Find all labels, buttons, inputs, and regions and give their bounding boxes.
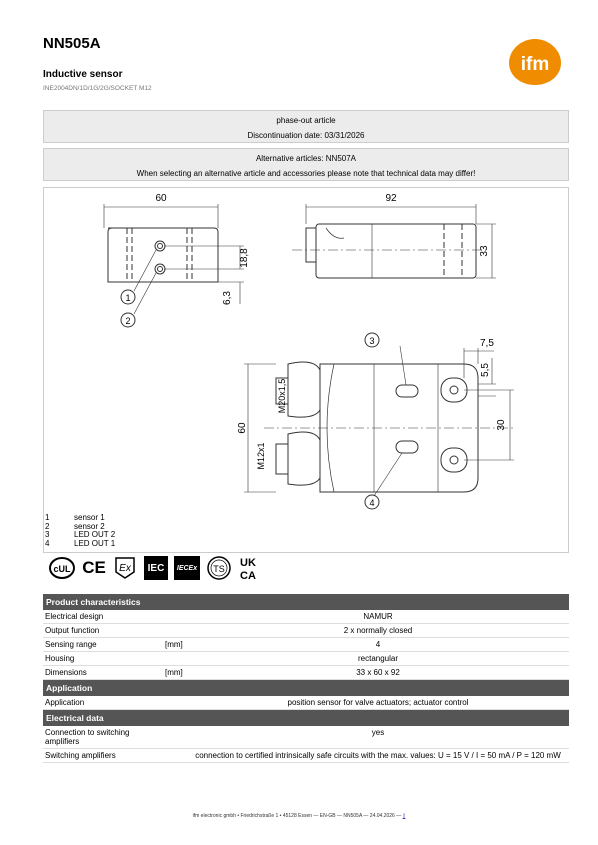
row-unit bbox=[165, 652, 187, 665]
row-label: Electrical design bbox=[45, 612, 104, 621]
legend-number: 4 bbox=[45, 538, 50, 548]
legend-text: sensor 2 bbox=[74, 521, 105, 531]
alternative-warning: When selecting an alternative article and accessories please note that technical data may differ! bbox=[136, 169, 476, 178]
ts-mark-icon bbox=[206, 555, 232, 581]
row-label: Output function bbox=[45, 626, 100, 635]
legend-item bbox=[45, 540, 115, 549]
row-unit bbox=[165, 610, 187, 623]
section-header: Electrical data bbox=[43, 710, 569, 726]
legend-number: 3 bbox=[45, 530, 50, 539]
dim-thread-m12: M12x1 bbox=[256, 442, 266, 470]
table-row bbox=[43, 696, 569, 710]
svg-text:CA: CA bbox=[240, 570, 256, 581]
table-row bbox=[43, 610, 569, 624]
dim-d5: 30 bbox=[496, 419, 507, 431]
row-label: Dimensions bbox=[45, 668, 87, 677]
ifm-logo bbox=[507, 37, 563, 87]
table-row bbox=[43, 638, 569, 652]
dim-length: 92 bbox=[385, 193, 397, 204]
bottom-view bbox=[244, 333, 514, 509]
table-row bbox=[43, 652, 569, 666]
certification-marks bbox=[48, 554, 264, 582]
row-unit bbox=[165, 696, 187, 709]
footer-text: ifm electronic gmbh • Friedrichstraße 1 • 45128 Essen — EN-GB — NN505A — 24.04.2026 — bbox=[192, 813, 402, 819]
legend-text: LED OUT 2 bbox=[74, 530, 116, 539]
row-unit bbox=[165, 726, 187, 748]
ex-mark-icon bbox=[112, 556, 138, 580]
iec-mark-icon: IEC bbox=[144, 556, 168, 580]
dim-height: 33 bbox=[479, 245, 490, 257]
callout-1: 1 bbox=[125, 293, 131, 303]
row-unit: [mm] bbox=[165, 640, 183, 649]
row-value: 2 x normally closed bbox=[343, 626, 413, 635]
table-row bbox=[43, 749, 569, 763]
row-label: Application bbox=[45, 698, 85, 707]
dim-d1: 18,8 bbox=[239, 248, 250, 268]
dim-d2: 6,3 bbox=[222, 291, 233, 305]
technical-drawing bbox=[43, 187, 569, 553]
footer-link-icon[interactable]: ▯ bbox=[402, 813, 406, 819]
table-row bbox=[43, 726, 569, 749]
iecex-mark-icon: IECEx bbox=[174, 556, 200, 580]
legend-number: 2 bbox=[45, 521, 50, 531]
callout-4: 4 bbox=[369, 498, 375, 508]
spec-table bbox=[43, 594, 569, 763]
legend-text: sensor 1 bbox=[74, 513, 105, 522]
row-label: Housing bbox=[45, 654, 75, 663]
row-unit bbox=[165, 624, 187, 637]
legend-text: LED OUT 1 bbox=[74, 538, 116, 548]
section-header: Product characteristics bbox=[43, 594, 569, 610]
table-row bbox=[43, 624, 569, 638]
svg-text:cUL: cUL bbox=[53, 564, 71, 574]
legend-number: 1 bbox=[45, 513, 50, 522]
row-value: rectangular bbox=[357, 654, 399, 663]
row-value: connection to certified intrinsically safe circuits with the max. values: U = 15 V / I = 50 mA / P = 120 mW bbox=[195, 751, 561, 760]
logo-text: ifm bbox=[520, 54, 550, 75]
section-header: Application bbox=[43, 680, 569, 696]
row-value: yes bbox=[371, 728, 385, 737]
dim-width: 60 bbox=[155, 193, 167, 204]
row-unit: [mm] bbox=[165, 668, 183, 677]
culus-mark-icon bbox=[48, 556, 76, 580]
row-value: 4 bbox=[375, 640, 381, 649]
page-footer bbox=[0, 813, 598, 819]
discontinuation-date: Discontinuation date: 03/31/2026 bbox=[247, 131, 365, 140]
phase-out-label: phase-out article bbox=[276, 116, 336, 125]
dim-d3: 7,5 bbox=[480, 338, 494, 349]
svg-text:UK: UK bbox=[240, 557, 256, 569]
dim-d4: 5,5 bbox=[480, 363, 491, 377]
dim-bottom-width: 60 bbox=[237, 422, 248, 434]
row-unit bbox=[165, 749, 187, 762]
phase-out-notice bbox=[43, 110, 569, 143]
svg-text:TS: TS bbox=[213, 564, 225, 574]
ukca-mark-icon bbox=[238, 555, 264, 581]
table-row bbox=[43, 666, 569, 680]
row-label: Sensing range bbox=[45, 640, 97, 649]
row-label: Connection to switching amplifiers bbox=[45, 728, 130, 746]
ce-mark-icon: CE bbox=[82, 558, 106, 577]
product-subtitle: Inductive sensor bbox=[43, 69, 123, 80]
svg-text:Ex: Ex bbox=[119, 563, 131, 574]
side-view bbox=[292, 204, 496, 278]
product-title: NN505A bbox=[43, 35, 101, 52]
alternative-notice bbox=[43, 148, 569, 181]
callout-3: 3 bbox=[369, 336, 375, 346]
front-view bbox=[104, 204, 244, 327]
row-label: Switching amplifiers bbox=[45, 751, 116, 760]
row-value: NAMUR bbox=[363, 612, 393, 621]
drawing-legend bbox=[45, 514, 115, 548]
product-code: INE2004DN/1D/1G/2G/SOCKET M12 bbox=[43, 85, 152, 92]
callout-2: 2 bbox=[125, 316, 131, 326]
row-value: 33 x 60 x 92 bbox=[356, 668, 400, 677]
row-value: position sensor for valve actuators; actuator control bbox=[287, 698, 469, 707]
alternative-articles: Alternative articles: NN507A bbox=[255, 154, 357, 163]
dim-thread-m20: M20x1,5 bbox=[277, 378, 287, 414]
